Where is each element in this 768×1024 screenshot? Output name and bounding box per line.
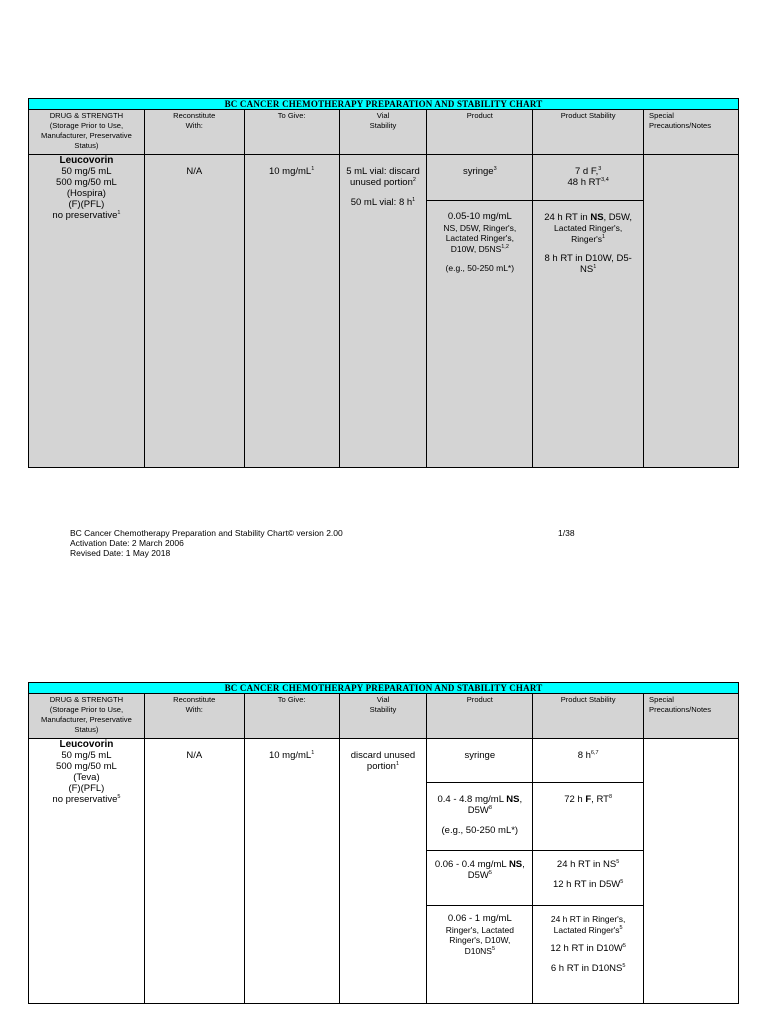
reference-sup: 2: [412, 177, 416, 183]
to-give-value: 10 mg/mL: [268, 750, 312, 761]
reference-sup: 3: [493, 166, 497, 172]
header-text: Manufacturer, Preservative: [41, 715, 132, 724]
product-stability-cell: [533, 783, 644, 851]
reference-sup: 5: [616, 859, 620, 865]
product-stability-cell: [533, 155, 644, 201]
reference-sup: 1: [593, 264, 597, 270]
special-precautions-cell: [644, 739, 739, 1004]
reference-sup: 1: [412, 197, 416, 203]
product-cell: [427, 906, 533, 1004]
drug-preservative: no preservative: [52, 210, 118, 221]
stability-text: 24 h RT in: [544, 212, 591, 223]
product-text: 0.06 - 0.4 mg/mL: [434, 859, 509, 870]
stability-line: 24 h RT in NS: [556, 859, 617, 870]
stability-line: 12 h RT in D10W: [550, 943, 623, 954]
product-line: NS, D5W, Ringer's,: [443, 222, 517, 233]
chart-title: BC CANCER CHEMOTHERAPY PREPARATION AND STABILITY CHART: [29, 683, 739, 694]
vial-stability-cell: [339, 155, 427, 468]
stability-line: 12 h RT in D5W: [552, 879, 621, 890]
vial-line: 5 mL vial: discard: [346, 166, 420, 177]
stability-chart-1: [28, 98, 739, 468]
drug-cell: [29, 739, 145, 1004]
header-product: [427, 694, 533, 739]
header-text: Product: [466, 695, 493, 704]
reconstitute-cell: [144, 739, 244, 1004]
stability-bold: F: [585, 794, 592, 805]
to-give-cell: [244, 739, 339, 1004]
product-line: D5W: [467, 870, 489, 881]
reference-sup: 1: [311, 166, 315, 172]
reconstitute-value: N/A: [186, 750, 203, 761]
reference-sup: 6,7: [590, 750, 599, 756]
header-product: [427, 110, 533, 155]
footer-revised-date: Revised Date: 1 May 2018: [70, 548, 171, 558]
header-text: Status): [74, 725, 99, 734]
product-line: Ringer's, Lactated: [445, 924, 514, 935]
header-to-give: [244, 694, 339, 739]
header-text: Vial: [376, 111, 390, 120]
header-drug-strength: [29, 694, 145, 739]
reference-sup: 1: [117, 210, 121, 216]
vial-line: 50 mL vial: 8 h: [350, 197, 413, 208]
product-value: syringe: [464, 750, 496, 761]
header-text: (Storage Prior to Use,: [49, 121, 124, 130]
product-line: 0.06 - 1 mg/mL: [447, 913, 512, 924]
drug-line: (Teva): [73, 772, 100, 783]
footer-activation-date: Activation Date: 2 March 2006: [70, 538, 184, 548]
stability-line: Lactated Ringer's,: [554, 223, 623, 233]
reference-sup: 5: [117, 794, 121, 800]
page-footer: [70, 528, 343, 558]
stability-bold: NS: [590, 212, 604, 223]
header-special-precautions: [644, 110, 739, 155]
stability-line: Lactated Ringer's: [553, 924, 620, 935]
reference-sup: 3: [598, 166, 602, 172]
stability-value: 8 h: [577, 750, 591, 761]
header-text: Precautions/Notes: [649, 705, 712, 714]
header-reconstitute: [144, 694, 244, 739]
header-text: Reconstitute: [173, 695, 216, 704]
header-text: Special: [649, 111, 674, 120]
product-line: (e.g., 50-250 mL*): [445, 263, 515, 273]
product-line: Lactated Ringer's,: [445, 233, 514, 243]
product-line: D10NS: [464, 945, 492, 956]
product-text: ,: [522, 859, 525, 870]
header-text: Stability: [369, 121, 397, 130]
reference-sup: 5: [622, 943, 626, 949]
product-stability-cell: [533, 906, 644, 1004]
product-stability-cell: [533, 739, 644, 783]
vial-line: portion: [366, 761, 396, 772]
header-vial-stability: [339, 694, 427, 739]
product-line: D5W: [467, 805, 489, 816]
header-product-stability: [533, 694, 644, 739]
reference-sup: 1: [311, 750, 315, 756]
header-text: Special: [649, 695, 674, 704]
reference-sup: 3,4: [601, 177, 609, 183]
header-product-stability: [533, 110, 644, 155]
reconstitute-value: N/A: [186, 166, 203, 177]
to-give-cell: [244, 155, 339, 468]
header-text: With:: [185, 705, 203, 714]
drug-name: Leucovorin: [59, 739, 114, 750]
stability-line: 7 d F,: [574, 166, 599, 177]
header-text: Product Stability: [560, 111, 616, 120]
reconstitute-cell: [144, 155, 244, 468]
vial-line: unused portion: [350, 177, 413, 188]
header-text: DRUG & STRENGTH: [49, 695, 124, 704]
header-text: Product: [466, 111, 493, 120]
product-cell: [427, 851, 533, 906]
page-number: 1/38: [558, 528, 575, 538]
drug-preservative: no preservative: [52, 794, 118, 805]
product-cell: [427, 201, 533, 468]
header-text: DRUG & STRENGTH: [49, 111, 124, 120]
header-text: Reconstitute: [173, 111, 216, 120]
drug-line: (F)(PFL): [68, 199, 105, 210]
header-text: To Give:: [277, 695, 306, 704]
drug-line: 50 mg/5 mL: [61, 750, 112, 761]
drug-line: (F)(PFL): [68, 783, 105, 794]
drug-name: Leucovorin: [59, 155, 114, 166]
stability-line: NS: [579, 264, 594, 275]
stability-line: 24 h RT in Ringer's,: [550, 914, 626, 924]
reference-sup: 5: [619, 924, 623, 931]
vial-line: discard unused: [350, 750, 416, 761]
drug-line: [29, 210, 144, 221]
stability-line: Ringer's: [571, 233, 603, 244]
stability-line: 8 h RT in D10W, D5-: [544, 253, 632, 264]
chart-title: BC CANCER CHEMOTHERAPY PREPARATION AND STABILITY CHART: [29, 99, 739, 110]
reference-sup: 5: [488, 870, 492, 876]
product-stability-cell: [533, 201, 644, 468]
product-text: 0.4 - 4.8 mg/mL: [437, 794, 507, 805]
header-text: Vial: [376, 695, 390, 704]
header-vial-stability: [339, 110, 427, 155]
header-text: Status): [74, 141, 99, 150]
reference-sup: 8: [488, 805, 492, 811]
stability-text: , RT: [591, 794, 609, 805]
stability-chart-2: [28, 682, 739, 1004]
product-line: Ringer's, D10W,: [449, 935, 511, 945]
reference-sup: 5: [622, 962, 626, 969]
reference-sup: 1: [602, 233, 606, 240]
to-give-value: 10 mg/mL: [268, 166, 312, 177]
reference-sup: 1: [395, 761, 400, 767]
drug-line: 500 mg/50 mL: [56, 761, 117, 772]
reference-sup: 5: [620, 879, 624, 885]
product-stability-cell: [533, 851, 644, 906]
footer-version: BC Cancer Chemotherapy Preparation and Stability Chart© version 2.00: [70, 528, 343, 538]
drug-line: [29, 794, 144, 805]
header-text: To Give:: [277, 111, 306, 120]
vial-stability-cell: [339, 739, 427, 1004]
header-text: Product Stability: [560, 695, 616, 704]
reference-sup: 1,2: [501, 243, 509, 250]
drug-cell: [29, 155, 145, 468]
header-text: (Storage Prior to Use,: [49, 705, 124, 714]
header-text: Precautions/Notes: [649, 121, 712, 130]
product-cell: [427, 739, 533, 783]
product-bold: NS: [506, 794, 520, 805]
special-precautions-cell: [644, 155, 739, 468]
header-to-give: [244, 110, 339, 155]
drug-line: 500 mg/50 mL: [56, 177, 117, 188]
reference-sup: 8: [608, 794, 613, 800]
product-cell: [427, 155, 533, 201]
header-reconstitute: [144, 110, 244, 155]
product-line: (e.g., 50-250 mL*): [441, 825, 519, 836]
header-drug-strength: [29, 110, 145, 155]
product-value: syringe: [462, 166, 494, 177]
header-special-precautions: [644, 694, 739, 739]
stability-line: 48 h RT: [567, 177, 602, 188]
product-line: D10W, D5NS: [450, 243, 502, 254]
product-bold: NS: [508, 859, 523, 870]
drug-line: (Hospira): [66, 188, 106, 199]
header-text: Manufacturer, Preservative: [41, 131, 132, 140]
stability-text: 72 h: [564, 794, 586, 805]
product-text: ,: [519, 794, 523, 805]
stability-line: 6 h RT in D10NS: [550, 962, 623, 974]
product-line: 0.05-10 mg/mL: [447, 211, 512, 222]
drug-line: 50 mg/5 mL: [61, 166, 112, 177]
header-text: Stability: [369, 705, 397, 714]
product-cell: [427, 783, 533, 851]
reference-sup: 5: [491, 945, 496, 952]
stability-text: , D5W,: [603, 212, 633, 223]
header-text: With:: [185, 121, 203, 130]
